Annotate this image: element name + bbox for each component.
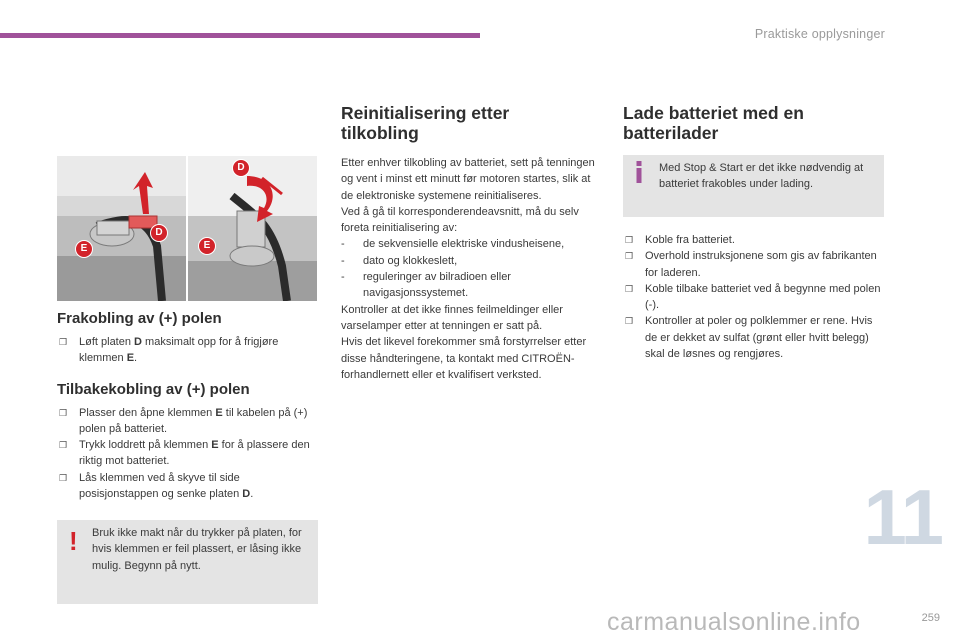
checkbox-bullet-icon: ❒: [59, 472, 68, 483]
charger-step-1: ❒ Koble fra batteriet.: [623, 232, 885, 248]
charger-heading: Lade batteriet med en batterilader: [623, 103, 804, 143]
checkbox-bullet-icon: ❒: [625, 251, 634, 262]
page-number: 259: [921, 612, 940, 624]
checkbox-bullet-icon: ❒: [625, 283, 634, 294]
chapter-number: 11: [863, 473, 942, 561]
charger-step-2: ❒ Overhold instruksjonene som gis av fabrikanten for laderen.: [625, 250, 877, 279]
reinit-para-1: Etter enhver tilkobling av batteriet, sett på tenningen og vent i minst ett minutt før motoren startes, slik at de elektroniske systemene reinitialiseres.: [341, 157, 595, 202]
middle-column: [341, 103, 603, 383]
checkbox-bullet-icon: ❒: [625, 235, 634, 245]
warning-text: Bruk ikke makt når du trykker på platen, for hvis klemmen er feil plassert, er låsing ikke mulig. Begynn på nytt.: [92, 527, 302, 572]
right-column: [623, 103, 885, 143]
info-icon: [636, 161, 642, 183]
reinit-para-3: Kontroller at det ikke finnes feilmeldinger eller varselamper etter at tenningen er satt på.: [341, 303, 563, 332]
warning-exclamation-icon: !: [69, 526, 78, 556]
figure-label-d-left: D: [150, 224, 168, 242]
reinit-heading: Reinitialisering etter tilkobling: [341, 103, 510, 143]
battery-clamp-illustration: [57, 156, 317, 301]
checkbox-bullet-icon: ❒: [625, 316, 634, 327]
charger-step-3: ❒ Koble tilbake batteriet ved å begynne med polen (-).: [625, 282, 881, 312]
reinit-para-2: Ved å gå til korresponderendeavsnitt, må du selv foreta reinitialisering av:: [341, 205, 579, 235]
figure-label-d-right: D: [232, 159, 250, 177]
info-box: [623, 155, 884, 217]
checkbox-bullet-icon: ❒: [59, 337, 68, 347]
tilbakekobling-step-1: ❒ Plasser den åpne klemmen E til kabelen på (+) polen på batteriet.: [59, 406, 308, 435]
charger-step-4: ❒ Kontroller at poler og polklemmer er rene. Hvis de er dekket av sulfat (grønt eller hvitt belegg) skal de løsnes og rengjøres.: [625, 315, 873, 361]
battery-clamp-figure: [57, 156, 317, 301]
checkbox-bullet-icon: ❒: [59, 440, 68, 451]
header-accent-bar: [0, 33, 480, 38]
tilbakekobling-step-3: ❒ Lås klemmen ved å skyve til side posisjonstappen og senke platen D.: [59, 471, 254, 501]
watermark: carmanualsonline.info: [607, 608, 861, 636]
tilbakekobling-heading: Tilbakekobling av (+) polen: [57, 380, 250, 398]
frakobling-step: ❒ Løft platen D maksimalt opp for å frigjøre klemmen E.: [59, 336, 279, 365]
reinit-list-item: - dato og klokkeslett,: [341, 254, 458, 267]
left-column: [57, 310, 319, 502]
warning-box: [57, 520, 318, 604]
charger-steps: [623, 232, 885, 362]
tilbakekobling-step-2: ❒ Trykk loddrett på klemmen E for å plassere den riktig mot batteriet.: [59, 439, 310, 468]
reinit-para-4: Hvis det likevel forekommer små forstyrrelser etter disse håndteringene, ta kontakt med CITROËN-forhandlernett eller et kvalifisert verksted.: [341, 336, 587, 381]
reinit-list-item: - reguleringer av bilradioen eller navigasjonssystemet.: [341, 271, 511, 300]
figure-label-e-right: E: [198, 237, 216, 255]
checkbox-bullet-icon: ❒: [59, 407, 68, 418]
figure-label-e-left: E: [75, 240, 93, 258]
section-title: Praktiske opplysninger: [754, 27, 885, 41]
info-text: Med Stop & Start er det ikke nødvendig at batteriet frakobles under lading.: [659, 162, 864, 191]
frakobling-heading: Frakobling av (+) polen: [57, 310, 222, 327]
reinit-list-item: - de sekvensielle elektriske vindusheisene,: [341, 238, 565, 251]
